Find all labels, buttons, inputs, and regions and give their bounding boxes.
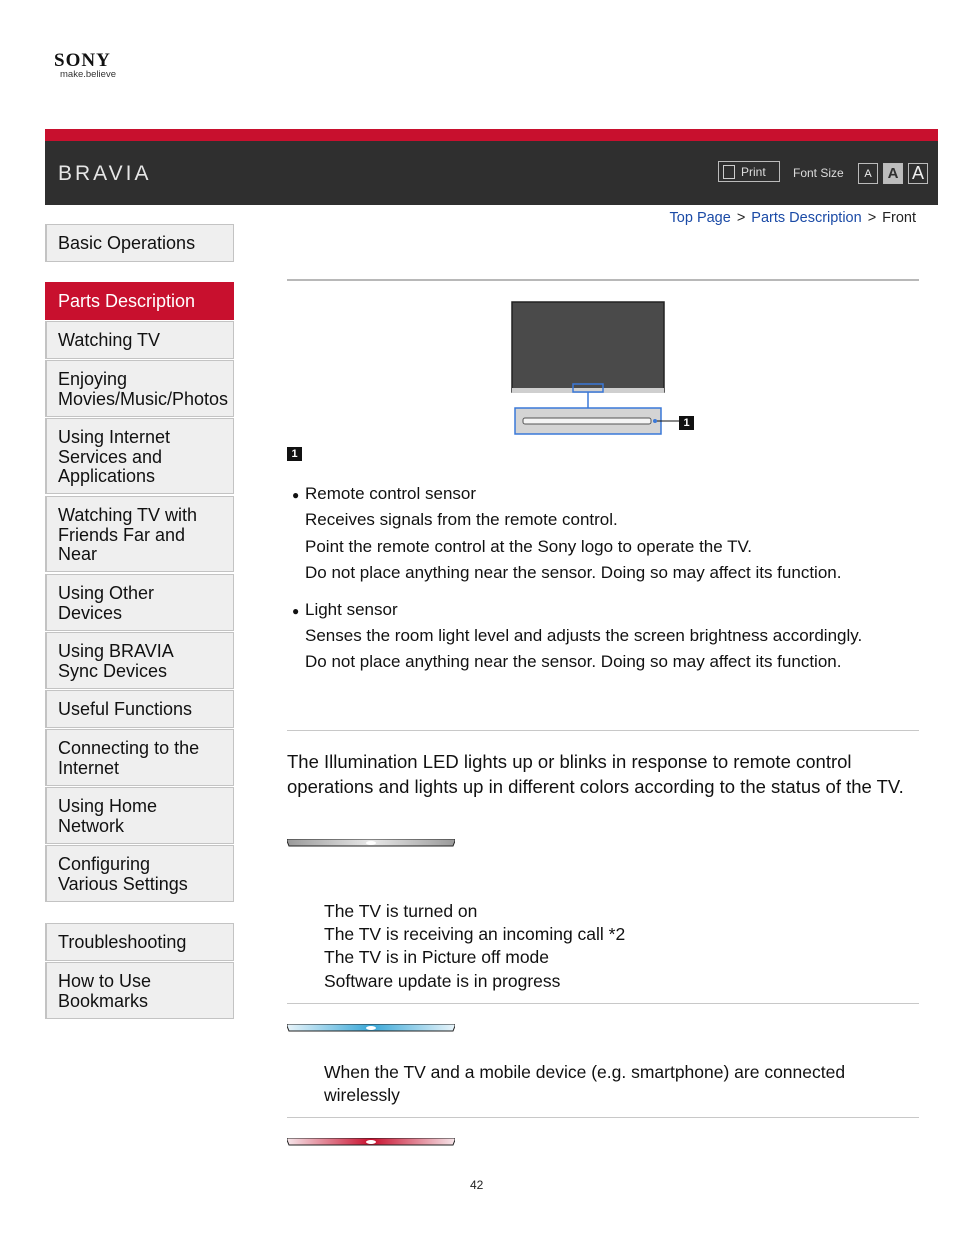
sidebar-item-other-devices[interactable]: Using Other Devices (45, 574, 234, 631)
sidebar-item-basic-operations[interactable]: Basic Operations (45, 224, 234, 262)
sensor-title: Light sensor (305, 600, 398, 619)
sensor-description: Receives signals from the remote control. (305, 510, 618, 529)
header-accent-strip (45, 129, 938, 141)
led-status-text: wirelessly (324, 1085, 400, 1105)
font-size-small-button[interactable]: A (858, 163, 878, 184)
sidebar-item-bravia-sync[interactable]: Using BRAVIA Sync Devices (45, 632, 234, 689)
sidebar-item-bookmarks-help[interactable]: How to Use Bookmarks (45, 962, 234, 1019)
section-marker: 1 (287, 447, 302, 461)
section-divider (287, 1003, 919, 1004)
print-label: Print (741, 164, 766, 179)
bravia-logo: BRAVIA (58, 162, 152, 185)
print-button[interactable] (718, 161, 780, 182)
led-status-text: The TV is in Picture off mode (324, 947, 550, 967)
sidebar-item-watching-with-friends[interactable]: Watching TV with Friends Far and Near (45, 496, 234, 572)
led-status-text: The TV is turned on (324, 901, 478, 921)
led-red-indicator (287, 1138, 455, 1146)
illumination-intro: The Illumination LED lights up or blinks in response to remote control operations and lights up in different colors according to the status of the TV. (287, 751, 904, 797)
sensor-description: Do not place anything near the sensor. Doing so may affect its function. (305, 652, 842, 671)
print-icon (723, 165, 735, 179)
font-size-label: Font Size (793, 166, 844, 180)
sidebar-item-enjoying-media[interactable]: Enjoying Movies/Music/Photos (45, 360, 234, 417)
section-divider (287, 1117, 919, 1118)
bullet-icon: ● (292, 604, 300, 618)
led-status-text: When the TV and a mobile device (e.g. smartphone) are connected (324, 1062, 846, 1082)
led-status-text: The TV is receiving an incoming call *2 (324, 924, 626, 944)
sensor-description: Senses the room light level and adjusts the screen brightness accordingly. (305, 626, 863, 645)
breadcrumb-separator: > (867, 210, 877, 226)
breadcrumb-top-page[interactable]: Top Page (669, 210, 731, 226)
sidebar-item-home-network[interactable]: Using Home Network (45, 787, 234, 844)
breadcrumb-separator: > (736, 210, 746, 226)
callout-marker: 1 (679, 416, 694, 430)
sensor-title: Remote control sensor (305, 484, 477, 503)
breadcrumb (670, 210, 916, 226)
sidebar-item-troubleshooting[interactable]: Troubleshooting (45, 923, 234, 961)
font-size-medium-button[interactable]: A (883, 163, 903, 184)
led-blue-indicator (287, 1024, 455, 1032)
breadcrumb-parts-description[interactable]: Parts Description (751, 210, 862, 226)
sony-logo: SONY (54, 50, 111, 71)
led-status-text: Software update is in progress (324, 971, 561, 991)
sony-tagline: make.believe (60, 69, 116, 80)
bullet-icon: ● (292, 488, 300, 502)
sidebar-item-parts-description[interactable]: Parts Description (45, 282, 234, 320)
sidebar-item-internet-services[interactable]: Using Internet Services and Applications (45, 418, 234, 494)
section-divider (287, 730, 919, 731)
font-size-large-button[interactable]: A (908, 163, 928, 184)
sensor-description: Do not place anything near the sensor. Doing so may affect its function. (305, 563, 842, 582)
sidebar-item-useful-functions[interactable]: Useful Functions (45, 690, 234, 728)
sensor-description: Point the remote control at the Sony logo to operate the TV. (305, 537, 753, 556)
section-divider (287, 279, 919, 281)
page-number: 42 (470, 1178, 484, 1192)
sidebar-item-watching-tv[interactable]: Watching TV (45, 321, 234, 359)
sidebar-item-configuring-settings[interactable]: Configuring Various Settings (45, 845, 234, 902)
led-white-indicator (287, 839, 455, 847)
tv-front-diagram (505, 298, 705, 438)
breadcrumb-current: Front (882, 210, 916, 226)
sidebar-item-connecting-internet[interactable]: Connecting to the Internet (45, 729, 234, 786)
